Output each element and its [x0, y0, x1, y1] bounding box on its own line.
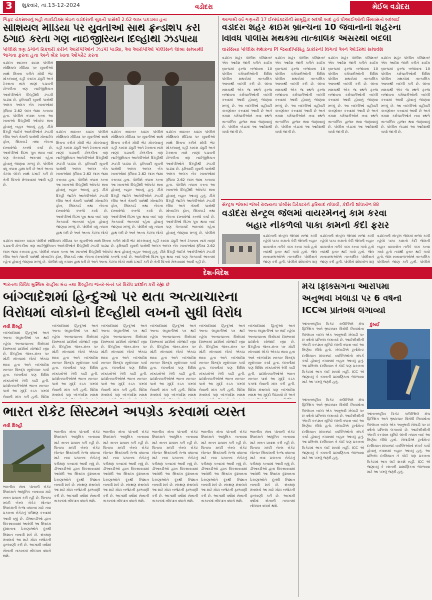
story4-body-col6: બાંગ્લાદેશમાં હિન્દુઓ અને અન્ય લઘુમતીઓ પર થઈ રહેલા અત્યાચારના વિરોધમાં દેશભરમાં પ્રદર્શનો યોજાઈ રહ્યા છે. દિલ્હીના જંતર-મંતર પર મોટી સંખ્યામાં લોકો એકઠા થયા હતા અને બાંગ્લાદેશ સરકાર વિરુદ્ધ સૂત્રોચ્ચાર કર્યા હતા. લખનૌમાં પણ વિવિધ સંગઠનોએ રેલી કાઢી હતી. પ્રદર્શનકારીઓએ ભારત સરકાર પાસે આ મુદ્દે કડક પગલાં લેવાની માંગ કરી હતી. વિદેશ મંત્રાલયે પણ બાંગ્લાદેશ સમક્ષ આ મુદ્દો ઉઠાવ્યો છે અને	[248, 324, 295, 397]
story6-body-col2: આંતરરાષ્ટ્રીય ક્રિકેટ કાઉન્સિલે મેચ ફિક્સિંગ અને ભ્રષ્ટાચાર વિરોધી નિયમોના ઉલ્લંઘન બદલ એક અનુભવી ખેલાડી પર છ વર્ષનો પ્રતિબંધ લગાવ્યો છે. આઈસીસીની એન્ટી કરપ્શન યુનિટે લાંબી તપાસ બાદ આ નિર્ણય લીધો હતો. ખેલાડીએ ટુર્નામેન્ટ દરમિયાન શંકાસ્પદ વ્યક્તિઓનો સંપર્ક કર્યો હોવાનું તપાસમાં બહાર આવ્યું હતું. આ પ્રતિબંધ દરમિયાન તે કોઈ પણ પ્રકારના ક્રિકેટમાં ભાગ લઈ શકશે નહીં. ICC એ જણાવ્યું કે રમતની પ્રામાણિકતા જાળવવા માટે આ પગલું જરૂરી હતું.	[302, 398, 364, 461]
story2-body-col4: વડોદરા શહેર પોલીસ કમિશનરે એક આદેશ જારી કરીને ક્રાઈમ બ્રાન્ચમાં ફરજ બજાવતા 10 પોલીસ કર્મચારીઓની વિવિધ પોલીસ મથકોમાં તાત્કાલિક અસરથી બદલી કરી છે. લાંબા સમયથી એક જ સ્થળે ફરજ બજાવતા કર્મચારીઓની બદલી કરવામાં આવી હોવાનું જાણવા મળ્યું છે. આ બદલીઓ વહીવટી કારણોસર કરવામાં આવી છે અને તમામ કર્મચારીઓને નવા સ્થળે તાત્કાલિક હાજર થવા જણાવાયું છે. પોલીસ બેડામાં આ આદેશથી ચર્ચા જાગી છે.	[381, 56, 430, 135]
story1-subhead: પોલીસે ત્રણ ઠગોને રિકવરી કરીને આરોપીઓને ઝડપી પાડ્યા, આ આરોપીઓ પોલીસને લાંબા સમયથી ભાગતા ફરતા હતા અને બેંક ખાતા ઓપરેટ કરતા	[3, 47, 204, 60]
story3-photo	[222, 234, 260, 264]
jail-building-icon	[222, 234, 260, 264]
column-divider-bottom	[298, 281, 299, 597]
story4-headline-line2: વિરોધમાં લોકોનો દિલ્હીથી લખનૌ સુધી વિરોધ	[3, 306, 243, 321]
story2-subhead: વારસિયા પોલીસ મથકના PI જયદીપસિંહ ઠાકોરની વિગતો અને ઓર્ડરમાં સમાવેશ	[222, 47, 384, 53]
edition-label: મેઈલ વડોદરા	[350, 1, 432, 14]
story4-body-col5: બાંગ્લાદેશમાં હિન્દુઓ અને અન્ય લઘુમતીઓ પર થઈ રહેલા અત્યાચારના વિરોધમાં દેશભરમાં પ્રદર્શનો યોજાઈ રહ્યા છે. દિલ્હીના જંતર-મંતર પર મોટી સંખ્યામાં લોકો એકઠા થયા હતા અને બાંગ્લાદેશ સરકાર વિરુદ્ધ સૂત્રોચ્ચાર કર્યા હતા. લખનૌમાં પણ વિવિધ સંગઠનોએ રેલી કાઢી હતી. પ્રદર્શનકારીઓએ ભારત સરકાર પાસે આ મુદ્દે કડક પગલાં લેવાની માંગ કરી હતી. વિદેશ મંત્રાલયે પણ બાંગ્લાદેશ સમક્ષ	[199, 324, 245, 397]
story1-kicker: ગિફ્ટ ચેકસબાનું મહી નાર્કોટીક્સ મેઇન વડોદરાની યુવતી પાસેથી 2.62 લાખ પકડાયા હતા	[3, 18, 167, 23]
page-number: 3	[3, 1, 15, 13]
story3-body-col3: વડોદરાની સેન્ટ્રલ જેલમાં સજા કાપી રહેલો પાકા કામનો કેદી જેલની બહાર વાયરમેન તરીકે કામ કરવા ગયો હતો ત્યાંથી ફરાર થઈ ગયો હતો. જેલ સત્તાવાળાઓએ તાત્કાલિક પોલીસને જાણ કરી હતી. પોલીસે	[377, 234, 430, 264]
story3-rule	[221, 199, 431, 200]
story5-photo	[3, 430, 51, 482]
story2-body-col2: વડોદરા શહેર પોલીસ કમિશનરે એક આદેશ જારી કરીને ક્રાઈમ બ્રાન્ચમાં ફરજ બજાવતા 10 પોલીસ કર્મચારીઓની વિવિધ પોલીસ મથકોમાં તાત્કાલિક અસરથી બદલી કરી છે. લાંબા સમયથી એક જ સ્થળે ફરજ બજાવતા કર્મચારીઓની બદલી કરવામાં આવી હોવાનું જાણવા મળ્યું છે. આ બદલીઓ વહીવટી કારણોસર કરવામાં આવી છે અને તમામ કર્મચારીઓને નવા સ્થળે તાત્કાલિક હાજર થવા જણાવાયું છે. પોલીસ બેડામાં આ આદેશથી ચર્ચા જાગી છે.	[275, 56, 325, 135]
story2-body-col1: વડોદરા શહેર પોલીસ કમિશનરે એક આદેશ જારી કરીને ક્રાઈમ બ્રાન્ચમાં ફરજ બજાવતા 10 પોલીસ કર્મચારીઓની વિવિધ પોલીસ મથકોમાં તાત્કાલિક અસરથી બદલી કરી છે. લાંબા સમયથી એક જ સ્થળે ફરજ બજાવતા કર્મચારીઓની બદલી કરવામાં આવી હોવાનું જાણવા મળ્યું છે. આ બદલીઓ વહીવટી કારણોસર કરવામાં આવી છે અને તમામ કર્મચારીઓને નવા સ્થળે તાત્કાલિક હાજર થવા જણાવાયું છે. પોલીસ બેડામાં આ આદેશથી ચર્ચા જાગી છે.	[222, 56, 272, 135]
story4-headline-line1: બાંગ્લાદેશમાં હિન્દુઓ પર થતા અત્યાચારના	[3, 290, 238, 305]
arrested-men-photo-icon	[56, 61, 215, 127]
story3-body-col1: વડોદરાની સેન્ટ્રલ જેલમાં સજા કાપી રહેલો પાકા કામનો કેદી જેલની બહાર વાયરમેન તરીકે કામ કરવા ગયો હતો ત્યાંથી ફરાર થઈ ગયો હતો. જેલ સત્તાવાળાઓએ તાત્કાલિક પોલીસને જાણ કરી હતી. પોલીસે શોધખોળ શરૂ	[263, 234, 317, 264]
story3-body-col2: વડોદરાની સેન્ટ્રલ જેલમાં સજા કાપી રહેલો પાકા કામનો કેદી જેલની બહાર વાયરમેન તરીકે કામ કરવા ગયો હતો ત્યાંથી ફરાર થઈ ગયો હતો. જેલ સત્તાવાળાઓએ તાત્કાલિક પોલીસને જાણ કરી હતી. પોલીસે શોધખોળ શરૂ	[320, 234, 374, 264]
issue-date: શુક્રવાર, તા.13-12-2024	[22, 3, 80, 9]
story4-body-col4: બાંગ્લાદેશમાં હિન્દુઓ અને અન્ય લઘુમતીઓ પર થઈ રહેલા અત્યાચારના વિરોધમાં દેશભરમાં પ્રદર્શનો યોજાઈ રહ્યા છે. દિલ્હીના જંતર-મંતર પર મોટી સંખ્યામાં લોકો એકઠા થયા હતા અને બાંગ્લાદેશ સરકાર વિરુદ્ધ સૂત્રોચ્ચાર કર્યા હતા. લખનૌમાં પણ વિવિધ સંગઠનોએ રેલી કાઢી હતી. પ્રદર્શનકારીઓએ ભારત સરકાર પાસે આ મુદ્દે કડક પગલાં લેવાની માંગ કરી હતી. વિદેશ મંત્રાલયે પણ બાંગ્લાદેશ સમક્ષ	[150, 324, 196, 397]
story1-body-col2: વડોદરા સાઇબર ક્રાઇમ પોલીસે સોશિયલ મીડિયા પર યુવતીઓ સાથે મિત્રતા કરીને મોંઘી ભેટ મોકલવાનું કહી કસ્ટમ ડ્યુટી અને ટેક્સના નામે નાણાં પડાવતી ટોળકીના ત્રણ નાઈજીરિયન આરોપીઓને દિલ્હીથી ઝડપી પાડ્યા છે. ફરિયાદી યુવતી પાસેથી અલગ અલગ બેંક ખાતાઓમાં રૂપિયા 2.62 લાખ જમા કરાવ્યા હતા. પોલીસે તપાસ કરતા આ ખાતાઓ દિલ્હીથી ઓપરેટ થતા હોવાનું બહાર આવ્યું હતું. ટીમે દિલ્હી જઈને આરોપીઓને ઝડપી લીધા અને તેમની પાસેથી મોબાઈલ ફોન, સિમકાર્ડ તથા બેંકના દસ્તાવેજો કબજે કર્યા છે. આરોપીઓ વિઝા પૂરા થયા બાદ પણ ગેરકાયદે ભારતમાં રહેતા હોવાનું જાણવા મળ્યું છે. પોલીસે વધુ તપાસ હાથ ધરી છે અને અન્ય કેટલા લોકો	[56, 130, 108, 235]
story1-body-col3: વડોદરા સાઇબર ક્રાઇમ પોલીસે સોશિયલ મીડિયા પર યુવતીઓ સાથે મિત્રતા કરીને મોંઘી ભેટ મોકલવાનું કહી કસ્ટમ ડ્યુટી અને ટેક્સના નામે નાણાં પડાવતી ટોળકીના ત્રણ નાઈજીરિયન આરોપીઓને દિલ્હીથી ઝડપી પાડ્યા છે. ફરિયાદી યુવતી પાસેથી અલગ અલગ બેંક ખાતાઓમાં રૂપિયા 2.62 લાખ જમા કરાવ્યા હતા. પોલીસે તપાસ કરતા આ ખાતાઓ દિલ્હીથી ઓપરેટ થતા હોવાનું બહાર આવ્યું હતું. ટીમે દિલ્હી જઈને આરોપીઓને ઝડપી લીધા અને તેમની પાસેથી મોબાઈલ ફોન, સિમકાર્ડ તથા બેંકના દસ્તાવેજો કબજે કર્યા છે. આરોપીઓ વિઝા પૂરા થયા બાદ પણ ગેરકાયદે ભારતમાં રહેતા હોવાનું જાણવા મળ્યું છે. પોલીસે વધુ તપાસ હાથ ધરી છે અને અન્ય કેટલા લોકો	[111, 130, 163, 235]
story6-body-col1: આંતરરાષ્ટ્રીય ક્રિકેટ કાઉન્સિલે મેચ ફિક્સિંગ અને ભ્રષ્ટાચાર વિરોધી નિયમોના ઉલ્લંઘન બદલ એક અનુભવી ખેલાડી પર છ વર્ષનો પ્રતિબંધ લગાવ્યો છે. આઈસીસીની એન્ટી કરપ્શન યુનિટે લાંબી તપાસ બાદ આ નિર્ણય લીધો હતો. ખેલાડીએ ટુર્નામેન્ટ દરમિયાન શંકાસ્પદ વ્યક્તિઓનો સંપર્ક કર્યો હોવાનું તપાસમાં બહાર આવ્યું હતું. આ પ્રતિબંધ દરમિયાન તે કોઈ પણ પ્રકારના ક્રિકેટમાં ભાગ લઈ શકશે નહીં. ICC એ જણાવ્યું કે રમતની પ્રામાણિકતા જાળવવા માટે આ પગલું જરૂરી હતું.	[302, 322, 364, 385]
story1-photo	[56, 61, 215, 127]
section-label: વડોદરા	[195, 3, 213, 11]
story2-headline-line2: વિવિધ પોલીસ મથકમાં તાત્કાલિક અસરથી બદલી	[222, 35, 392, 44]
story4-body-col3: બાંગ્લાદેશમાં હિન્દુઓ અને અન્ય લઘુમતીઓ પર થઈ રહેલા અત્યાચારના વિરોધમાં દેશભરમાં પ્રદર્શનો યોજાઈ રહ્યા છે. દિલ્હીના જંતર-મંતર પર મોટી સંખ્યામાં લોકો એકઠા થયા હતા અને બાંગ્લાદેશ સરકાર વિરુદ્ધ સૂત્રોચ્ચાર કર્યા હતા. લખનૌમાં પણ વિવિધ સંગઠનોએ રેલી કાઢી હતી. પ્રદર્શનકારીઓએ ભારત સરકાર પાસે આ મુદ્દે કડક પગલાં લેવાની માંગ કરી હતી. વિદેશ મંત્રાલયે પણ બાંગ્લાદેશ સમક્ષ	[101, 324, 147, 397]
story5-headline: ભારત રોકેટ સિસ્ટમને અપગ્રેડ કરવામાં વ્યસ્ત	[3, 405, 246, 420]
story2-body-col3: વડોદરા શહેર પોલીસ કમિશનરે એક આદેશ જારી કરીને ક્રાઈમ બ્રાન્ચમાં ફરજ બજાવતા 10 પોલીસ કર્મચારીઓની વિવિધ પોલીસ મથકોમાં તાત્કાલિક અસરથી બદલી કરી છે. લાંબા સમયથી એક જ સ્થળે ફરજ બજાવતા કર્મચારીઓની બદલી કરવામાં આવી હોવાનું જાણવા મળ્યું છે. આ બદલીઓ વહીવટી કારણોસર કરવામાં આવી છે અને તમામ કર્મચારીઓને નવા સ્થળે તાત્કાલિક હાજર થવા જણાવાયું છે. પોલીસ બેડામાં આ આદેશથી ચર્ચા જાગી છે.	[328, 56, 378, 135]
story3-kicker: સેન્ટ્રલ જેલમાં જેલરે રાજ્યના પોલીસ ડિરેક્ટરને ફરિયાદ નોંધાવી, કેદીની શોધખોળ 88	[222, 203, 379, 208]
story5-body-col2: ભારતીય સેના પોતાની રોકેટ સિસ્ટમને આધુનિક બનાવવા માટે સતત પ્રયાસ કરી રહી છે. પિનાકા મલ્ટી બેરલ રોકેટ લોન્ચર સિસ્ટમની રેન્જ વધારવા માટે નવા પ્રકારના રોકેટનું પરીક્ષણ કરવામાં આવી રહ્યું છે. ડીઆરડીઓ દ્વારા વિકસાવવામાં આવેલી આ સિસ્ટમ દુશ્મનના ઠેકાણાઓને દૂરથી નિશાન બનાવી શકે છે. સંરક્ષણ મંત્રાલયે આ માટે મોટા બજેટની ફાળવણી કરી છે. આગામી વર્ષોમાં સેનાની તાકાતમાં નોંધપાત્ર વધારો થશે.	[54, 430, 100, 503]
story5-body-col6: ભારતીય સેના પોતાની રોકેટ સિસ્ટમને આધુનિક બનાવવા માટે સતત પ્રયાસ કરી રહી છે. પિનાકા મલ્ટી બેરલ રોકેટ લોન્ચર સિસ્ટમની રેન્જ વધારવા માટે નવા પ્રકારના રોકેટનું પરીક્ષણ કરવામાં આવી રહ્યું છે. ડીઆરડીઓ દ્વારા વિકસાવવામાં આવેલી આ સિસ્ટમ દુશ્મનના ઠેકાણાઓને દૂરથી નિશાન બનાવી શકે છે. સંરક્ષણ મંત્રાલયે આ માટે મોટા બજેટની ફાળવણી કરી છે. આગામી વર્ષોમાં સેનાની તાકાતમાં નોંધપાત્ર વધારો થશે.	[250, 430, 295, 509]
story2-headline-line1: વડોદરા શહેર ક્રાઈમ બ્રાન્ચના 10 જવાનોની શહેરના	[222, 24, 401, 33]
story4-body-col2: બાંગ્લાદેશમાં હિન્દુઓ અને અન્ય લઘુમતીઓ પર થઈ રહેલા અત્યાચારના વિરોધમાં દેશભરમાં પ્રદર્શનો યોજાઈ રહ્યા છે. દિલ્હીના જંતર-મંતર પર મોટી સંખ્યામાં લોકો એકઠા થયા હતા અને બાંગ્લાદેશ સરકાર વિરુદ્ધ સૂત્રોચ્ચાર કર્યા હતા. લખનૌમાં પણ વિવિધ સંગઠનોએ રેલી કાઢી હતી. પ્રદર્શનકારીઓએ ભારત સરકાર પાસે આ મુદ્દે કડક પગલાં લેવાની માંગ કરી હતી. વિદેશ મંત્રાલયે પણ બાંગ્લાદેશ સમક્ષ	[52, 324, 98, 397]
story4-kicker: ભારતના વિવિધ મુસ્લિમ રાષ્ટ્રીય મંચ તથા દિલ્હીના જંતર-મંતર પર વિરોધ પ્રદર્શન કરી રહ્યા છે	[3, 283, 170, 288]
story6-byline: દુબઈ	[370, 323, 380, 328]
story5-body-col1: ભારતીય સેના પોતાની રોકેટ સિસ્ટમને આધુનિક બનાવવા માટે સતત પ્રયાસ કરી રહી છે. પિનાકા મલ્ટી બેરલ રોકેટ લોન્ચર સિસ્ટમની રેન્જ વધારવા માટે નવા પ્રકારના રોકેટનું પરીક્ષણ કરવામાં આવી રહ્યું છે. ડીઆરડીઓ દ્વારા વિકસાવવામાં આવેલી આ સિસ્ટમ દુશ્મનના ઠેકાણાઓને દૂરથી નિશાન બનાવી શકે છે. સંરક્ષણ મંત્રાલયે આ માટે મોટા બજેટની ફાળવણી કરી છે. આગામી વર્ષોમાં સેનાની તાકાતમાં નોંધપાત્ર વધારો થશે.	[3, 485, 51, 558]
story1-headline-line1: સોશિયલ મીડિયા પર યુવતીઓ સાથે ફ્રેન્ડશિપ કરી	[3, 24, 201, 34]
cricketer-photo-icon	[367, 329, 430, 409]
story5-body-col3: ભારતીય સેના પોતાની રોકેટ સિસ્ટમને આધુનિક બનાવવા માટે સતત પ્રયાસ કરી રહી છે. પિનાકા મલ્ટી બેરલ રોકેટ લોન્ચર સિસ્ટમની રેન્જ વધારવા માટે નવા પ્રકારના રોકેટનું પરીક્ષણ કરવામાં આવી રહ્યું છે. ડીઆરડીઓ દ્વારા વિકસાવવામાં આવેલી આ સિસ્ટમ દુશ્મનના ઠેકાણાઓને દૂરથી નિશાન બનાવી શકે છે. સંરક્ષણ મંત્રાલયે આ માટે મોટા બજેટની ફાળવણી કરી છે. આગામી વર્ષોમાં સેનાની તાકાતમાં નોંધપાત્ર વધારો થશે.	[103, 430, 149, 503]
story6-photo	[367, 329, 430, 409]
story1-body-col4: વડોદરા સાઇબર ક્રાઇમ પોલીસે સોશિયલ મીડિયા પર યુવતીઓ સાથે મિત્રતા કરીને મોંઘી ભેટ મોકલવાનું કહી કસ્ટમ ડ્યુટી અને ટેક્સના નામે નાણાં પડાવતી ટોળકીના ત્રણ નાઈજીરિયન આરોપીઓને દિલ્હીથી ઝડપી પાડ્યા છે. ફરિયાદી યુવતી પાસેથી અલગ અલગ બેંક ખાતાઓમાં રૂપિયા 2.62 લાખ જમા કરાવ્યા હતા. પોલીસે તપાસ કરતા આ ખાતાઓ દિલ્હીથી ઓપરેટ થતા હોવાનું બહાર આવ્યું હતું. ટીમે દિલ્હી જઈને આરોપીઓને ઝડપી લીધા અને તેમની પાસેથી મોબાઈલ ફોન, સિમકાર્ડ તથા બેંકના દસ્તાવેજો કબજે કર્યા છે. આરોપીઓ વિઝા પૂરા થયા બાદ પણ ગેરકાયદે ભારતમાં રહેતા હોવાનું જાણવા મળ્યું છે. પોલીસે	[166, 130, 215, 235]
rocket-launcher-icon	[3, 430, 51, 482]
story5-byline: નવી દિલ્હી	[3, 424, 23, 429]
story5-body-col4: ભારતીય સેના પોતાની રોકેટ સિસ્ટમને આધુનિક બનાવવા માટે સતત પ્રયાસ કરી રહી છે. પિનાકા મલ્ટી બેરલ રોકેટ લોન્ચર સિસ્ટમની રેન્જ વધારવા માટે નવા પ્રકારના રોકેટનું પરીક્ષણ કરવામાં આવી રહ્યું છે. ડીઆરડીઓ દ્વારા વિકસાવવામાં આવેલી આ સિસ્ટમ દુશ્મનના ઠેકાણાઓને દૂરથી નિશાન બનાવી શકે છે. સંરક્ષણ મંત્રાલયે આ માટે મોટા બજેટની ફાળવણી કરી છે. આગામી વર્ષોમાં સેનાની તાકાતમાં નોંધપાત્ર વધારો થશે.	[152, 430, 198, 503]
header-rule	[0, 14, 432, 15]
story6-headline-line3: ICCએ પ્રતિબંધ લગાવ્યો	[302, 307, 386, 316]
story2-kicker: આગામી વર્ષે ગણતરી 17 ઈન્સ્પેક્ટરોની સામૂહિક બદલી બાદ હવે પીઆઈઓની સિયાસતો બદલાઈ	[222, 18, 400, 23]
story4-body-col1: બાંગ્લાદેશમાં હિન્દુઓ અને અન્ય લઘુમતીઓ પર થઈ રહેલા અત્યાચારના વિરોધમાં દેશભરમાં પ્રદર્શનો યોજાઈ રહ્યા છે. દિલ્હીના જંતર-મંતર પર મોટી સંખ્યામાં લોકો એકઠા થયા હતા અને બાંગ્લાદેશ સરકાર વિરુદ્ધ સૂત્રોચ્ચાર કર્યા હતા. લખનૌમાં પણ વિવિધ સંગઠનોએ રેલી કાઢી હતી. પ્રદર્શનકારીઓએ ભારત સરકાર પાસે આ મુદ્દે કડક પગલાં લેવાની માંગ કરી હતી. વિદેશ	[3, 331, 49, 399]
story1-body-continued: વડોદરા સાઇબર ક્રાઇમ પોલીસે સોશિયલ મીડિયા પર યુવતીઓ સાથે મિત્રતા કરીને મોંઘી ભેટ મોકલવાનું કહી કસ્ટમ ડ્યુટી અને ટેક્સના નામે નાણાં પડાવતી ટોળકીના ત્રણ નાઈજીરિયન આરોપીઓને દિલ્હીથી ઝડપી પાડ્યા છે. ફરિયાદી યુવતી પાસેથી અલગ અલગ બેંક ખાતાઓમાં રૂપિયા 2.62 લાખ જમા કરાવ્યા હતા. પોલીસે તપાસ કરતા આ ખાતાઓ દિલ્હીથી ઓપરેટ થતા હોવાનું બહાર આવ્યું હતું. ટીમે દિલ્હી જઈને આરોપીઓને ઝડપી લીધા અને તેમની પાસેથી મોબાઈલ ફોન, સિમકાર્ડ તથા બેંકના દસ્તાવેજો કબજે કર્યા છે. આરોપીઓ વિઝા પૂરા થયા બાદ પણ ગેરકાયદે ભારતમાં રહેતા હોવાનું જાણવા મળ્યું છે. પોલીસે વધુ તપાસ હાથ ધરી છે અને અન્ય કેટલા લોકો સાથે ઠગાઈ કરી છે તેની વિગતો મેળવવામાં આવી રહી છે.	[3, 239, 215, 264]
story5-rule	[2, 402, 296, 403]
story1-headline-line2: ઠગાઈ કરતા ગણ નાઈજીરિયન દિલ્હીથી ઝડપાયા	[3, 35, 198, 45]
story6-headline-line2: અનુભવી ખેલાડી પર 6 વર્ષનો	[302, 295, 402, 304]
column-divider	[218, 16, 219, 264]
story6-headline-line1: મેચ ફિક્સિંગના આરોપમાં	[302, 283, 390, 292]
story1-body-col1: વડોદરા સાઇબર ક્રાઇમ પોલીસે સોશિયલ મીડિયા પર યુવતીઓ સાથે મિત્રતા કરીને મોંઘી ભેટ મોકલવાનું કહી કસ્ટમ ડ્યુટી અને ટેક્સના નામે નાણાં પડાવતી ટોળકીના ત્રણ નાઈજીરિયન આરોપીઓને દિલ્હીથી ઝડપી પાડ્યા છે. ફરિયાદી યુવતી પાસેથી અલગ અલગ બેંક ખાતાઓમાં રૂપિયા 2.62 લાખ જમા કરાવ્યા હતા. પોલીસે તપાસ કરતા આ ખાતાઓ દિલ્હીથી ઓપરેટ થતા હોવાનું બહાર આવ્યું હતું. ટીમે દિલ્હી જઈને આરોપીઓને ઝડપી લીધા અને તેમની પાસેથી મોબાઈલ ફોન, સિમકાર્ડ તથા બેંકના દસ્તાવેજો કબજે કર્યા છે. આરોપીઓ વિઝા પૂરા થયા બાદ પણ ગેરકાયદે ભારતમાં રહેતા હોવાનું જાણવા મળ્યું છે. પોલીસે વધુ તપાસ હાથ ધરી છે અને અન્ય કેટલા લોકો સાથે ઠગાઈ કરી છે તેની વિગતો મેળવવામાં આવી રહી છે.	[3, 61, 53, 187]
story4-byline: નવી દિલ્હી	[3, 325, 23, 330]
story3-headline-line2: બહાર નીકળેલો પાકા કામનો કેદી ફરાર	[246, 221, 390, 231]
story6-body-col3: આંતરરાષ્ટ્રીય ક્રિકેટ કાઉન્સિલે મેચ ફિક્સિંગ અને ભ્રષ્ટાચાર વિરોધી નિયમોના ઉલ્લંઘન બદલ એક અનુભવી ખેલાડી પર છ વર્ષનો પ્રતિબંધ લગાવ્યો છે. આઈસીસીની એન્ટી કરપ્શન યુનિટે લાંબી તપાસ બાદ આ નિર્ણય લીધો હતો. ખેલાડીએ ટુર્નામેન્ટ દરમિયાન શંકાસ્પદ વ્યક્તિઓનો સંપર્ક કર્યો હોવાનું તપાસમાં બહાર આવ્યું હતું. આ પ્રતિબંધ દરમિયાન તે કોઈ પણ પ્રકારના ક્રિકેટમાં ભાગ લઈ શકશે નહીં. ICC એ જણાવ્યું કે રમતની પ્રામાણિકતા જાળવવા માટે આ પગલું જરૂરી હતું.	[367, 412, 430, 475]
story5-body-col5: ભારતીય સેના પોતાની રોકેટ સિસ્ટમને આધુનિક બનાવવા માટે સતત પ્રયાસ કરી રહી છે. પિનાકા મલ્ટી બેરલ રોકેટ લોન્ચર સિસ્ટમની રેન્જ વધારવા માટે નવા પ્રકારના રોકેટનું પરીક્ષણ કરવામાં આવી રહ્યું છે. ડીઆરડીઓ દ્વારા વિકસાવવામાં આવેલી આ સિસ્ટમ દુશ્મનના ઠેકાણાઓને દૂરથી નિશાન બનાવી શકે છે. સંરક્ષણ મંત્રાલયે આ માટે મોટા બજેટની ફાળવણી કરી છે. આગામી વર્ષોમાં સેનાની તાકાતમાં નોંધપાત્ર વધારો થશે.	[201, 430, 247, 503]
section-band: દેશ-વિદેશ	[0, 267, 432, 279]
story3-headline-line1: વડોદરા સેન્ટ્રલ જેલમાં વાયરમેનનું કામ કરવા	[222, 209, 387, 219]
